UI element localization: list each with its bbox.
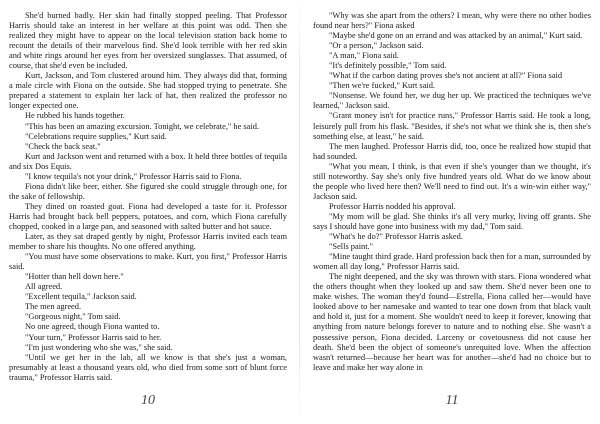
paragraph: "I'm just wondering who she was," she said. <box>25 342 173 352</box>
paragraph: "You must have some observations to make. Kurt, you first," Professor Harris said. <box>9 252 287 272</box>
paragraph: "Gorgeous night," Tom said. <box>25 312 121 322</box>
paragraph: "My mom will be glad. She thinks it's all very murky, living off grants. She says I should have gone into business with my dad," Tom said. <box>313 211 591 231</box>
paragraph: No one agreed, though Fiona wanted to. <box>25 322 160 332</box>
paragraph: "What's he do?" Professor Harris asked. <box>329 232 463 242</box>
paragraph: "Grant money isn't for practice runs," Professor Harris said. He took a long, leisurely pull from his flask. "Besides, if she's not what we think she is, then she's something else, at least," he said. <box>313 111 591 141</box>
paragraph: Later, as they sat draped gently by night, Professor Harris invited each team member to share his thoughts. No one offered anything. <box>9 232 287 252</box>
paragraph: "Excellent tequila," Jackson said. <box>25 292 137 302</box>
paragraph: Kurt and Jackson went and returned with a box. It held three bottles of tequila and six Dos Equis. <box>9 151 287 171</box>
right-page <box>313 11 591 409</box>
paragraph: "It's definitely possible," Tom said. <box>329 61 447 71</box>
paragraph: Kurt, Jackson, and Tom clustered around him. They always did that, forming a male circle with Fiona on the outside. She had stopped trying to penetrate. She prepared a statement to explain her lack of hat, then realized the professor no longer expected one. <box>9 71 287 111</box>
paragraph: "Maybe she'd gone on an errand and was attacked by an animal," Kurt said. <box>329 31 583 41</box>
paragraph: "Hotter than hell down here." <box>25 272 124 282</box>
paragraph: He rubbed his hands together. <box>25 111 125 121</box>
paragraph: She'd burned badly. Her skin had finally stopped peeling. That Professor Harris should take an interest in her welfare at this point was odd. Then she realized they might have to appear on the local television station back home to recount the details of their marvelous find. She'd look terrible with her red skin and white rings around her eyes from her oversized sunglasses. That assumed, of course, that she'd even be included. <box>9 11 287 71</box>
paragraph: "What you mean, I think, is that even if she's younger than we thought, it's still noteworthy. Say she's only five hundred years old. What do we know about the people who lived here then? We'll need to find out. It's a win-win either way," Jackson said. <box>313 161 591 201</box>
paragraph: The men agreed. <box>25 302 82 312</box>
paragraph: The men laughed. Professor Harris did, too, once he realized how stupid that had sounded. <box>313 141 591 161</box>
paragraph: "Nonsense. We found her, we dug her up. We practiced the techniques we've learned," Jackson said. <box>313 91 591 111</box>
paragraph: They dined on roasted goat. Fiona had developed a taste for it. Professor Harris had brought back bell peppers, potatoes, and corn, which Fiona carefully chopped, cooked in a large pan, and seasoned with salted butter and hot sauce. <box>9 201 287 231</box>
paragraph: "Until we get her in the lab, all we know is that she's just a woman, presumably at least a thousand years old, who died from some sort of blunt force trauma," Professor Harris said. <box>9 352 287 382</box>
page-number-left: 10 <box>141 393 155 408</box>
gutter-divider <box>299 0 300 424</box>
left-page <box>9 11 287 409</box>
paragraph: "Or a person," Jackson said. <box>329 41 424 51</box>
paragraph: "Celebrations require supplies," Kurt said. <box>25 131 167 141</box>
paragraph: "What if the carbon dating proves she's not ancient at all?" Fiona said <box>329 71 563 81</box>
paragraph: "Check the back seat." <box>25 141 101 151</box>
paragraph: "This has been an amazing excursion. Tonight, we celebrate," he said. <box>25 121 260 131</box>
paragraph: "Sells paint." <box>329 242 374 252</box>
left-page-text <box>9 11 287 386</box>
paragraph: All agreed. <box>25 282 63 292</box>
paragraph: The night deepened, and the sky was thrown with stars. Fiona wondered what the others thought when they looked up and saw them. She'd never been one to make wishes. The woman they'd found—Estrella, Fiona called her—would have looked above to her namesake and wanted to tear one down from that black vault and hold it, just for a moment. She wouldn't need to keep it forever, knowing that anything from nature belongs forever to nature and to nothing else. She wasn't a possessive person, Fiona decided. Larceny or covetousness did not cause her death. She'd been the object of someone's unrequited love. When the affection wasn't returned—because her heart was for another—she'd had no choice but to leave and make her way alone in <box>313 272 591 372</box>
paragraph: "A man," Fiona said. <box>329 51 399 61</box>
paragraph: Professor Harris nodded his approval. <box>329 201 456 211</box>
paragraph: "Why was she apart from the others? I mean, why were there no other bodies found near hers?" Fiona asked <box>313 11 591 31</box>
paragraph: Fiona didn't like beer, either. She figured she could struggle through one, for the sake of fellowship. <box>9 181 287 201</box>
paragraph: "I know tequila's not your drink," Professor Harris said to Fiona. <box>25 171 242 181</box>
right-page-text <box>313 11 591 386</box>
paragraph: "Your turn," Professor Harris said to her. <box>25 332 162 342</box>
paragraph: "Mine taught third grade. Hard profession back then for a man, surrounded by women all day long," Professor Harris said. <box>313 252 591 272</box>
page-number-right: 11 <box>445 393 459 408</box>
paragraph: "Then we're fucked," Kurt said. <box>329 81 436 91</box>
